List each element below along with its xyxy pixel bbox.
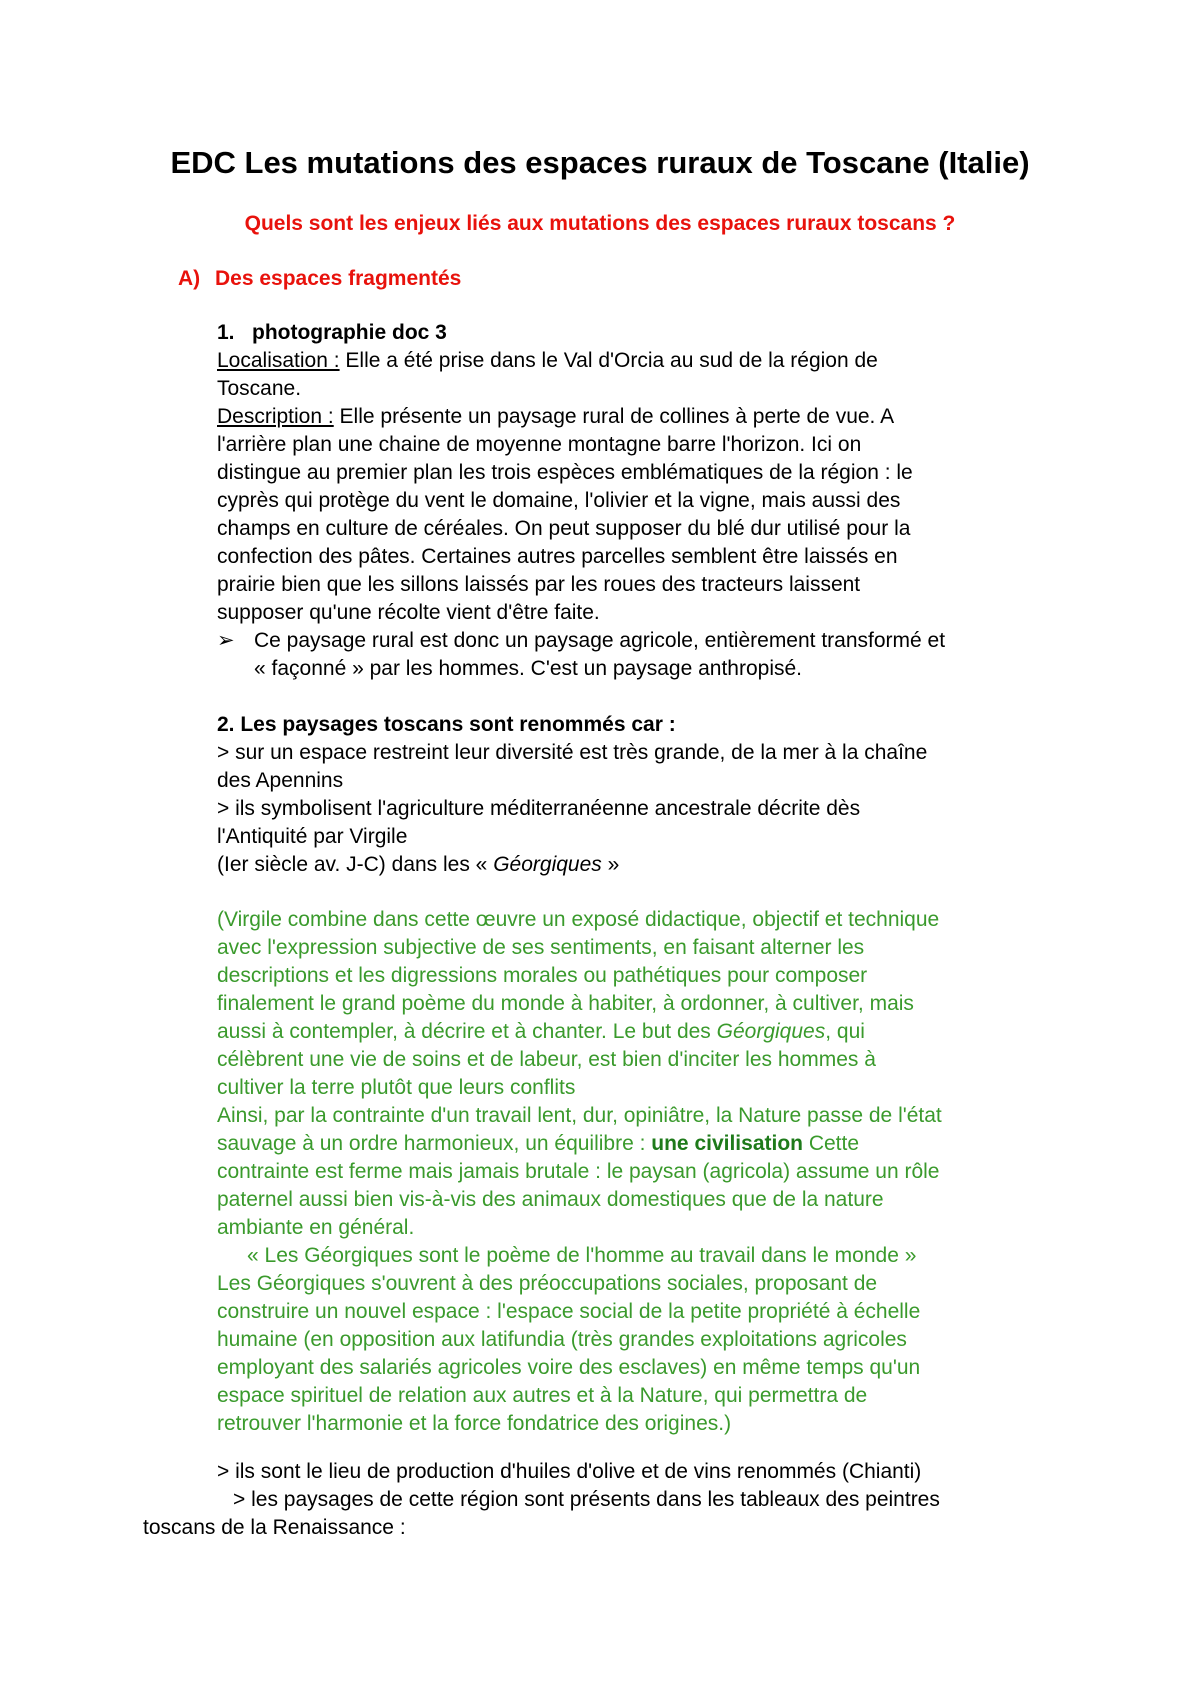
green-line-5c: , qui [825, 1020, 865, 1043]
item-1-number: 1. [217, 321, 235, 344]
item-2-line-4: l'Antiquité par Virgile [217, 825, 408, 848]
green-line-5a: aussi à contempler, à décrire et à chanter. Le but des [217, 1020, 717, 1043]
green-line-16: humaine (en opposition aux latifundia (très grandes exploitations agricoles [217, 1328, 907, 1351]
description-line-5: champs en culture de céréales. On peut supposer du blé dur utilisé pour la [217, 517, 911, 540]
localisation-paragraph [217, 347, 1097, 375]
green-line-17: employant des salariés agricoles voire des esclaves) en même temps qu'un [217, 1356, 921, 1379]
description-line-1 [217, 403, 1097, 431]
green-line-3: descriptions et les digressions morales ou pathétiques pour composer [217, 964, 868, 987]
item-2-line-3: > ils symbolisent l'agriculture méditerranéenne ancestrale décrite dès [217, 797, 861, 820]
item-1-title [217, 319, 1097, 347]
green-line-9c: Cette [803, 1132, 860, 1155]
localisation-text-2: Toscane. [217, 377, 302, 400]
item-2-block [217, 711, 1097, 879]
green-quote-line: « Les Géorgiques sont le poème de l'homme au travail dans le monde » [247, 1244, 917, 1267]
localisation-text: Elle a été prise dans le Val d'Orcia au sud de la région de [339, 349, 878, 372]
green-line-19: retrouver l'harmonie et la force fondatrice des origines.) [217, 1412, 732, 1435]
localisation-label: Localisation : [217, 349, 340, 372]
description-line-7: prairie bien que les sillons laissés par les roues des tracteurs laissent [217, 573, 861, 596]
item-2-line-5 [217, 851, 1097, 879]
green-line-11: paternel aussi bien vis-à-vis des animaux domestiques que de la nature [217, 1188, 884, 1211]
tail-line-2: > les paysages de cette région sont présents dans les tableaux des peintres [233, 1488, 940, 1511]
civilisation-bold: une civilisation [651, 1132, 803, 1155]
description-line-4: cyprès qui protège du vent le domaine, l'olivier et la vigne, mais aussi des [217, 489, 901, 512]
description-text-1: Elle présente un paysage rural de collines à perte de vue. A [333, 405, 895, 428]
item-2-line-2: des Apennins [217, 769, 344, 792]
description-line-3: distingue au premier plan les trois espèces emblématiques de la région : le [217, 461, 913, 484]
description-label: Description : [217, 405, 334, 428]
green-line-14: Les Géorgiques s'ouvrent à des préoccupations sociales, proposant de [217, 1272, 878, 1295]
green-line-7: cultiver la terre plutôt que leurs conflits [217, 1076, 576, 1099]
document-title: EDC Les mutations des espaces ruraux de Toscane (Italie) [170, 145, 1030, 180]
green-line-9a: sauvage à un ordre harmonieux, un équilibre : [217, 1132, 652, 1155]
description-line-6: confection des pâtes. Certaines autres parcelles semblent être laissés en [217, 545, 898, 568]
section-a-label: Des espaces fragmentés [215, 267, 462, 290]
green-line-15: construire un nouvel espace : l'espace social de la petite propriété à échelle [217, 1300, 921, 1323]
bullet-text-1: Ce paysage rural est donc un paysage agricole, entièrement transformé et [254, 629, 946, 652]
section-a-letter: A) [178, 267, 201, 290]
item-2-line-5a: (Ier siècle av. J-C) dans les « [217, 853, 494, 876]
description-line-8: supposer qu'une récolte vient d'être faite. [217, 601, 600, 624]
green-line-1: (Virgile combine dans cette œuvre un exposé didactique, objectif et technique [217, 908, 940, 931]
green-line-12: ambiante en général. [217, 1216, 415, 1239]
description-line-2: l'arrière plan une chaine de moyenne montagne barre l'horizon. Ici on [217, 433, 862, 456]
tail-line-3: toscans de la Renaissance : [143, 1516, 406, 1539]
green-line-9 [217, 1130, 1097, 1158]
problematique-question: Quels sont les enjeux liés aux mutations des espaces ruraux toscans ? [244, 212, 956, 235]
green-line-6: célèbrent une vie de soins et de labeur, est bien d'inciter les hommes à [217, 1048, 876, 1071]
green-line-8: Ainsi, par la contrainte d'un travail lent, dur, opiniâtre, la Nature passe de l'état [217, 1104, 942, 1127]
green-line-2: avec l'expression subjective de ses sentiments, en faisant alterner les [217, 936, 865, 959]
green-georgiques-italic: Géorgiques [716, 1020, 826, 1043]
conclusion-bullet [217, 627, 1097, 655]
green-line-18: espace spirituel de relation aux autres et à la Nature, qui permettra de [217, 1384, 868, 1407]
green-line-4: finalement le grand poème du monde à habiter, à ordonner, à cultiver, mais [217, 992, 914, 1015]
tail-line-1: > ils sont le lieu de production d'huiles d'olive et de vins renommés (Chianti) [217, 1460, 922, 1483]
tail-block [217, 1458, 1097, 1514]
item-2-title: 2. Les paysages toscans sont renommés car : [217, 713, 676, 736]
green-line-10: contrainte est ferme mais jamais brutale : le paysan (agricola) assume un rôle [217, 1160, 940, 1183]
virgile-green-paragraph [217, 906, 1097, 1438]
georgiques-title: Géorgiques [493, 853, 602, 876]
item-2-line-5c: » [601, 853, 620, 876]
item-2-line-1: > sur un espace restreint leur diversité est très grande, de la mer à la chaîne [217, 741, 928, 764]
item-1-title-text: photographie doc 3 [252, 321, 447, 344]
conclusion-bullet-continued: « façonné » par les hommes. C'est un paysage anthropisé. [254, 657, 802, 680]
section-a-heading [178, 264, 461, 294]
green-line-5 [217, 1018, 1097, 1046]
arrow-bullet-icon: ➢ [217, 629, 235, 652]
item-1-block [217, 319, 1097, 683]
